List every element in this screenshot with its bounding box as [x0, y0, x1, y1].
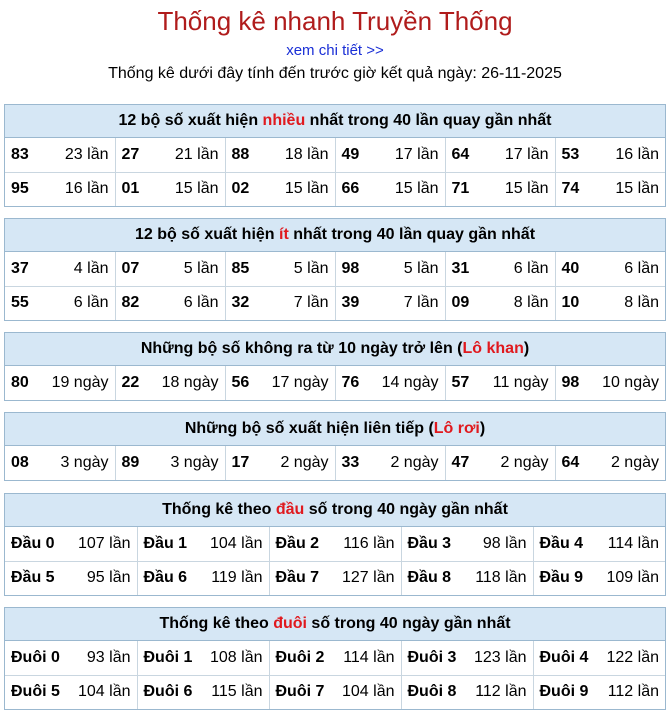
- stat-cell: [445, 252, 555, 286]
- stat-count: 11 ngày: [492, 374, 549, 391]
- stat-cell: [225, 286, 335, 320]
- stat-count: 2 ngày: [610, 454, 659, 471]
- stat-count: 112 lần: [607, 683, 659, 701]
- stat-cell: [533, 641, 665, 675]
- table-row: [5, 561, 665, 595]
- table-row: [5, 527, 665, 561]
- section-duoi-stats: [4, 607, 666, 710]
- table-row: [5, 641, 665, 675]
- stat-key: 33: [341, 454, 360, 471]
- stat-cell-content: [11, 683, 131, 701]
- section-dau-stats: [4, 493, 666, 596]
- stat-key: Đầu 1: [143, 534, 188, 552]
- stat-cell-content: [276, 649, 395, 667]
- stat-count: 14 ngày: [381, 374, 439, 391]
- stat-count: 6 lần: [513, 259, 549, 277]
- stat-cell: [225, 138, 335, 172]
- stat-cell-content: [540, 535, 660, 553]
- stat-cell-content: [11, 569, 131, 587]
- stat-count: 7 lần: [403, 294, 439, 312]
- stat-cell-content: [452, 294, 549, 312]
- stat-cell: [5, 172, 115, 206]
- stat-count: 122 lần: [606, 648, 659, 666]
- stat-cell-content: [342, 180, 439, 198]
- section-title: [5, 413, 665, 446]
- stat-key: Đuôi 9: [539, 683, 589, 701]
- section-title-text: số trong 40 ngày gần nhất: [304, 501, 508, 518]
- section-title-text: ): [479, 420, 486, 437]
- stat-cell-content: [452, 180, 549, 198]
- stat-count: 3 ngày: [60, 454, 109, 471]
- stat-cell-content: [144, 683, 263, 701]
- stat-count: 17 lần: [504, 145, 549, 163]
- stat-cell: [445, 446, 555, 480]
- stat-cell: [269, 641, 401, 675]
- stats-table: [5, 641, 665, 709]
- stat-cell: [445, 366, 555, 400]
- stat-cell: [555, 138, 665, 172]
- stat-key: Đầu 0: [11, 534, 55, 552]
- stat-key: 64: [451, 145, 470, 163]
- stat-cell-content: [232, 454, 329, 472]
- stat-key: 40: [561, 259, 580, 277]
- stat-cell-content: [232, 180, 329, 198]
- stat-key: 09: [451, 294, 470, 312]
- stat-count: 5 lần: [403, 259, 439, 277]
- stat-cell: [555, 172, 665, 206]
- stat-key: Đầu 9: [539, 569, 584, 587]
- stat-cell: [335, 446, 445, 480]
- stat-cell-content: [122, 454, 219, 472]
- stat-key: 83: [11, 145, 29, 163]
- section-lo-roi: [4, 412, 666, 481]
- stat-cell: [401, 527, 533, 561]
- stat-cell-content: [562, 180, 660, 198]
- section-least-frequent: [4, 218, 666, 321]
- stat-count: 15 lần: [615, 180, 659, 198]
- stat-cell-content: [276, 683, 395, 701]
- stat-count: 3 ngày: [170, 454, 219, 471]
- stat-key: 85: [231, 259, 250, 277]
- page-title: Thống kê nhanh Truyền Thống: [157, 6, 513, 36]
- stat-cell: [5, 366, 115, 400]
- stat-key: 55: [11, 294, 29, 312]
- stat-key: 56: [231, 374, 250, 391]
- stat-count: 15 lần: [394, 180, 439, 198]
- stat-cell-content: [408, 649, 527, 667]
- stat-cell: [5, 138, 115, 172]
- stat-cell: [269, 527, 401, 561]
- stat-count: 7 lần: [293, 294, 329, 312]
- stat-key: Đuôi 1: [143, 648, 193, 666]
- stat-cell-content: [342, 294, 439, 312]
- table-row: [5, 446, 665, 480]
- stat-count: 8 lần: [513, 294, 549, 312]
- stat-key: Đuôi 5: [11, 683, 60, 701]
- stat-count: 18 ngày: [161, 374, 219, 391]
- stat-key: 31: [451, 259, 470, 277]
- section-title-text: số trong 40 ngày gần nhất: [306, 615, 511, 632]
- stat-cell: [137, 527, 269, 561]
- stat-key: Đầu 5: [11, 569, 55, 587]
- stat-count: 15 lần: [284, 180, 329, 198]
- stat-key: 98: [341, 259, 360, 277]
- stat-cell: [5, 446, 115, 480]
- section-title: [5, 333, 665, 366]
- stat-cell-content: [342, 374, 439, 392]
- stat-cell-content: [540, 649, 660, 667]
- stat-key: 66: [341, 180, 360, 198]
- stat-cell: [225, 172, 335, 206]
- stat-cell-content: [144, 535, 263, 553]
- stat-count: 17 lần: [394, 145, 439, 163]
- stat-cell-content: [11, 146, 109, 164]
- stat-key: Đuôi 7: [275, 683, 325, 701]
- stat-key: 07: [121, 259, 140, 277]
- stat-cell-content: [408, 535, 527, 553]
- table-row: [5, 172, 665, 206]
- details-link[interactable]: xem chi tiết >>: [286, 42, 384, 59]
- stat-cell-content: [452, 260, 549, 278]
- stat-count: 5 lần: [293, 259, 329, 277]
- stat-count: 115 lần: [211, 683, 263, 701]
- stat-count: 98 lần: [482, 534, 527, 552]
- stat-cell: [445, 172, 555, 206]
- stat-cell-content: [122, 260, 219, 278]
- stats-table: [5, 138, 665, 206]
- stat-count: 118 lần: [475, 569, 527, 587]
- stat-key: Đuôi 2: [275, 648, 325, 666]
- stat-count: 5 lần: [183, 259, 219, 277]
- stat-cell: [445, 286, 555, 320]
- stat-key: 82: [121, 294, 140, 312]
- stat-cell-content: [562, 454, 660, 472]
- section-title-text: Những bộ số không ra từ 10 ngày trở lên (: [140, 340, 463, 357]
- stat-key: 22: [121, 374, 140, 391]
- stat-count: 23 lần: [64, 145, 109, 163]
- stat-cell: [5, 641, 137, 675]
- stat-cell-content: [122, 374, 219, 392]
- stat-count: 21 lần: [174, 145, 219, 163]
- stat-cell: [335, 366, 445, 400]
- stat-cell: [555, 286, 665, 320]
- stat-cell: [5, 252, 115, 286]
- stat-count: 6 lần: [73, 294, 109, 312]
- stat-cell: [115, 252, 225, 286]
- stat-count: 119 lần: [211, 569, 263, 587]
- table-row: [5, 286, 665, 320]
- stat-count: 95 lần: [86, 569, 131, 587]
- stat-count: 15 lần: [174, 180, 219, 198]
- stat-cell: [5, 561, 137, 595]
- section-title-highlight: ít: [279, 226, 289, 243]
- section-most-frequent: [4, 104, 666, 207]
- stat-key: Đuôi 6: [143, 683, 193, 701]
- stat-cell: [115, 446, 225, 480]
- stat-count: 127 lần: [342, 569, 395, 587]
- stat-cell-content: [562, 294, 660, 312]
- stat-key: 02: [231, 180, 250, 198]
- stat-cell: [533, 527, 665, 561]
- stat-key: 49: [341, 145, 360, 163]
- stat-key: Đầu 7: [275, 569, 320, 587]
- section-title-text: nhất trong 40 lần quay gần nhất: [288, 226, 536, 243]
- stat-key: 37: [11, 259, 29, 277]
- stat-key: 17: [231, 454, 250, 471]
- stat-cell: [137, 675, 269, 709]
- stat-key: Đầu 3: [407, 534, 452, 552]
- stat-key: 80: [11, 374, 29, 391]
- stat-cell: [335, 138, 445, 172]
- stat-cell-content: [452, 374, 549, 392]
- stat-key: 74: [561, 180, 580, 198]
- stat-cell-content: [562, 374, 660, 392]
- section-title: [5, 105, 665, 138]
- stat-key: 64: [561, 454, 580, 471]
- stat-cell-content: [540, 569, 660, 587]
- section-title-highlight: đầu: [275, 501, 305, 518]
- stat-key: 57: [451, 374, 470, 391]
- stat-count: 6 lần: [183, 294, 219, 312]
- stat-cell-content: [144, 569, 263, 587]
- table-row: [5, 252, 665, 286]
- stat-cell-content: [342, 260, 439, 278]
- stat-count: 112 lần: [475, 683, 527, 701]
- table-row: [5, 138, 665, 172]
- section-lo-khan: [4, 332, 666, 401]
- stat-key: 27: [121, 145, 140, 163]
- section-title-highlight: đuôi: [273, 615, 307, 632]
- page-header: [0, 6, 670, 88]
- stat-key: 88: [231, 145, 250, 163]
- stat-cell: [137, 561, 269, 595]
- stat-key: Đầu 2: [275, 534, 320, 552]
- stat-count: 19 ngày: [51, 374, 109, 391]
- stat-count: 10 ngày: [602, 374, 659, 391]
- stat-cell-content: [11, 649, 131, 667]
- stat-cell: [555, 446, 665, 480]
- section-title: [5, 608, 665, 641]
- stat-count: 8 lần: [624, 294, 659, 312]
- stat-key: 32: [231, 294, 250, 312]
- stat-cell: [137, 641, 269, 675]
- stat-cell-content: [11, 535, 131, 553]
- stat-count: 108 lần: [210, 648, 263, 666]
- section-title-highlight: nhiều: [262, 112, 306, 129]
- stat-key: Đuôi 0: [11, 648, 60, 666]
- stat-cell-content: [11, 180, 109, 198]
- stat-cell: [335, 286, 445, 320]
- stat-key: Đuôi 8: [407, 683, 457, 701]
- stat-cell: [555, 366, 665, 400]
- stat-cell: [225, 252, 335, 286]
- stat-cell-content: [11, 260, 109, 278]
- stat-key: 76: [341, 374, 360, 391]
- stat-cell-content: [232, 146, 329, 164]
- stat-count: 6 lần: [624, 259, 659, 277]
- stat-key: Đầu 8: [407, 569, 452, 587]
- stat-count: 114 lần: [607, 534, 659, 552]
- stat-cell-content: [342, 454, 439, 472]
- page-subtitle: Thống kê dưới đây tính đến trước giờ kết quả ngày: 26-11-2025: [108, 65, 562, 82]
- section-title-text: Thống kê theo: [162, 501, 276, 518]
- stat-cell: [115, 138, 225, 172]
- stat-key: 10: [561, 294, 580, 312]
- stat-key: 71: [451, 180, 470, 198]
- stat-count: 109 lần: [606, 569, 659, 587]
- stat-key: 89: [121, 454, 140, 471]
- stat-count: 114 lần: [343, 648, 395, 666]
- section-title-text: Thống kê theo: [159, 615, 274, 632]
- stat-key: 53: [561, 145, 580, 163]
- stat-cell: [335, 172, 445, 206]
- stat-count: 107 lần: [78, 534, 131, 552]
- section-title-text: ): [523, 340, 530, 357]
- stat-key: 39: [341, 294, 360, 312]
- stat-key: 08: [11, 454, 29, 471]
- stat-cell: [401, 675, 533, 709]
- stat-cell-content: [122, 294, 219, 312]
- stat-count: 16 lần: [615, 145, 659, 163]
- stat-cell: [269, 675, 401, 709]
- stat-count: 4 lần: [73, 259, 109, 277]
- stats-table: [5, 446, 665, 480]
- stat-count: 15 lần: [504, 180, 549, 198]
- stat-cell: [5, 675, 137, 709]
- stat-key: Đuôi 3: [407, 648, 457, 666]
- stat-count: 116 lần: [343, 534, 395, 552]
- section-title-highlight: Lô rơi: [433, 420, 480, 437]
- stat-count: 18 lần: [284, 145, 329, 163]
- stat-cell-content: [122, 180, 219, 198]
- stat-count: 93 lần: [86, 648, 131, 666]
- stat-cell-content: [452, 146, 549, 164]
- stat-cell: [5, 527, 137, 561]
- stats-table: [5, 527, 665, 595]
- stat-count: 104 lần: [342, 683, 395, 701]
- stat-cell: [115, 366, 225, 400]
- section-title-text: 12 bộ số xuất hiện: [118, 112, 263, 129]
- stat-cell: [269, 561, 401, 595]
- stat-count: 104 lần: [78, 683, 131, 701]
- stat-count: 104 lần: [210, 534, 263, 552]
- table-row: [5, 366, 665, 400]
- stat-cell: [115, 286, 225, 320]
- table-row: [5, 675, 665, 709]
- stat-cell: [5, 286, 115, 320]
- stat-cell-content: [342, 146, 439, 164]
- stat-key: Đầu 6: [143, 569, 188, 587]
- stats-table: [5, 252, 665, 320]
- stat-cell-content: [232, 260, 329, 278]
- stat-cell-content: [408, 569, 527, 587]
- section-title-text: 12 bộ số xuất hiện: [134, 226, 279, 243]
- stat-count: 2 ngày: [280, 454, 329, 471]
- stat-cell-content: [562, 260, 660, 278]
- stat-cell-content: [276, 569, 395, 587]
- section-title: [5, 219, 665, 252]
- stat-cell: [533, 675, 665, 709]
- stat-cell-content: [11, 454, 109, 472]
- stat-key: 98: [561, 374, 580, 391]
- stat-cell: [115, 172, 225, 206]
- stat-cell: [225, 446, 335, 480]
- stat-cell: [445, 138, 555, 172]
- stat-key: 01: [121, 180, 140, 198]
- stat-count: 16 lần: [64, 180, 109, 198]
- stat-cell-content: [232, 374, 329, 392]
- section-title-highlight: Lô khan: [462, 340, 524, 357]
- stat-key: Đuôi 4: [539, 648, 589, 666]
- stat-count: 2 ngày: [390, 454, 439, 471]
- stat-cell-content: [408, 683, 527, 701]
- stat-cell: [555, 252, 665, 286]
- section-title-text: nhất trong 40 lần quay gần nhất: [305, 112, 552, 129]
- section-title: [5, 494, 665, 527]
- stat-cell: [401, 641, 533, 675]
- stat-cell-content: [11, 374, 109, 392]
- stat-cell-content: [276, 535, 395, 553]
- stat-cell-content: [122, 146, 219, 164]
- stat-key: Đầu 4: [539, 534, 584, 552]
- stat-cell: [533, 561, 665, 595]
- stat-key: 95: [11, 180, 29, 198]
- stat-cell-content: [11, 294, 109, 312]
- stat-count: 17 ngày: [271, 374, 329, 391]
- stat-cell: [335, 252, 445, 286]
- section-title-text: Những bộ số xuất hiện liên tiếp (: [184, 420, 434, 437]
- stat-count: 123 lần: [474, 648, 527, 666]
- stat-cell-content: [452, 454, 549, 472]
- stat-key: 47: [451, 454, 470, 471]
- stat-cell-content: [144, 649, 263, 667]
- stat-cell-content: [232, 294, 329, 312]
- stat-cell-content: [562, 146, 660, 164]
- stat-cell: [401, 561, 533, 595]
- stat-cell-content: [540, 683, 660, 701]
- stats-table: [5, 366, 665, 400]
- stat-cell: [225, 366, 335, 400]
- stat-count: 2 ngày: [500, 454, 549, 471]
